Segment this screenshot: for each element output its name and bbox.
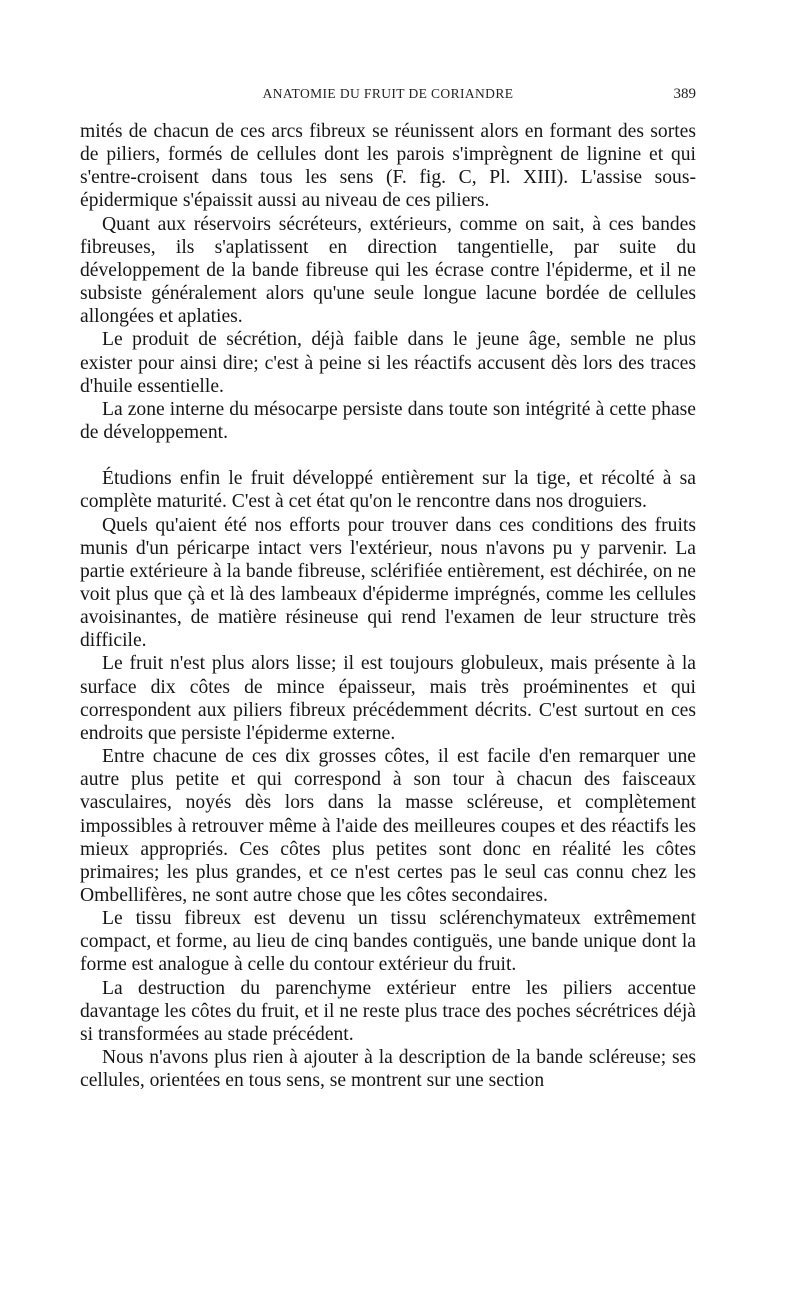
page-header xyxy=(80,86,696,110)
running-title: ANATOMIE DU FRUIT DE CORIANDRE xyxy=(262,86,514,101)
paragraph: Quant aux réservoirs sécréteurs, extérieurs, comme on sait, à ces bandes fibreuses, ils s'aplatissent en direction tangentielle, par suite du développement de la bande fibreuse qui les écrase contre l'épiderme, et il ne subsiste généralement alors qu'une seule longue lacune bordée de cellules allongées et aplaties. xyxy=(80,213,696,328)
page-number: 389 xyxy=(673,86,696,102)
paragraph: Entre chacune de ces dix grosses côtes, il est facile d'en remarquer une autre plus petite et qui correspond à son tour à chacun des faisceaux vasculaires, noyés dès lors dans la masse scléreuse, et complètement impossibles à retrouver même à l'aide des meilleures coupes et des réactifs les mieux appropriés. Ces côtes plus petites sont donc en réalité les côtes primaires; les plus grandes, et ce n'est certes pas le seul cas connu chez les Ombellifères, ne sont autre chose que les côtes secondaires. xyxy=(80,746,696,906)
paragraph: La zone interne du mésocarpe persiste dans toute son intégrité à cette phase de développement. xyxy=(80,398,696,444)
paragraph: La destruction du parenchyme extérieur entre les piliers accentue davantage les côtes du fruit, et il ne reste plus trace des poches sécrétrices déjà si transformées au stade précédent. xyxy=(80,977,696,1045)
body-text xyxy=(80,120,696,1092)
paragraph: Le tissu fibreux est devenu un tissu sclérenchymateux extrêmement compact, et forme, au lieu de cinq bandes contiguës, une bande unique dont la forme est analogue à celle du contour extérieur du fruit. xyxy=(80,908,696,976)
paragraph: mités de chacun de ces arcs fibreux se réunissent alors en formant des sortes de piliers, formés de cellules dont les parois s'imprègnent de lignine et qui s'entre-croisent dans tous les sens (F. fig. C, Pl. XIII). L'assise sous-épidermique s'épaissit aussi au niveau de ces piliers. xyxy=(80,121,696,212)
paragraph: Le produit de sécrétion, déjà faible dans le jeune âge, semble ne plus exister pour ainsi dire; c'est à peine si les réactifs accusent dès lors des traces d'huile essentielle. xyxy=(80,329,696,397)
paragraph: Étudions enfin le fruit développé entièrement sur la tige, et récolté à sa complète maturité. C'est à cet état qu'on le rencontre dans nos droguiers. xyxy=(80,468,696,513)
paragraph: Le fruit n'est plus alors lisse; il est toujours globuleux, mais présente à la surface dix côtes de mince épaisseur, mais très proéminentes et qui correspondent aux piliers fibreux précédemment décrits. C'est surtout en ces endroits que persiste l'épiderme externe. xyxy=(80,653,696,744)
paragraph: Nous n'avons plus rien à ajouter à la description de la bande scléreuse; ses cellules, orientées en tous sens, se montrent sur une section xyxy=(80,1047,696,1092)
paragraph: Quels qu'aient été nos efforts pour trouver dans ces conditions des fruits munis d'un péricarpe intact vers l'extérieur, nous n'avons pu y parvenir. La partie extérieure à la bande fibreuse, sclérifiée entièrement, est déchirée, on ne voit plus que çà et là des lambeaux d'épiderme imprégnés, comme les cellules avoisinantes, de matière résineuse qui rend l'examen de leur structure très difficile. xyxy=(80,514,696,652)
